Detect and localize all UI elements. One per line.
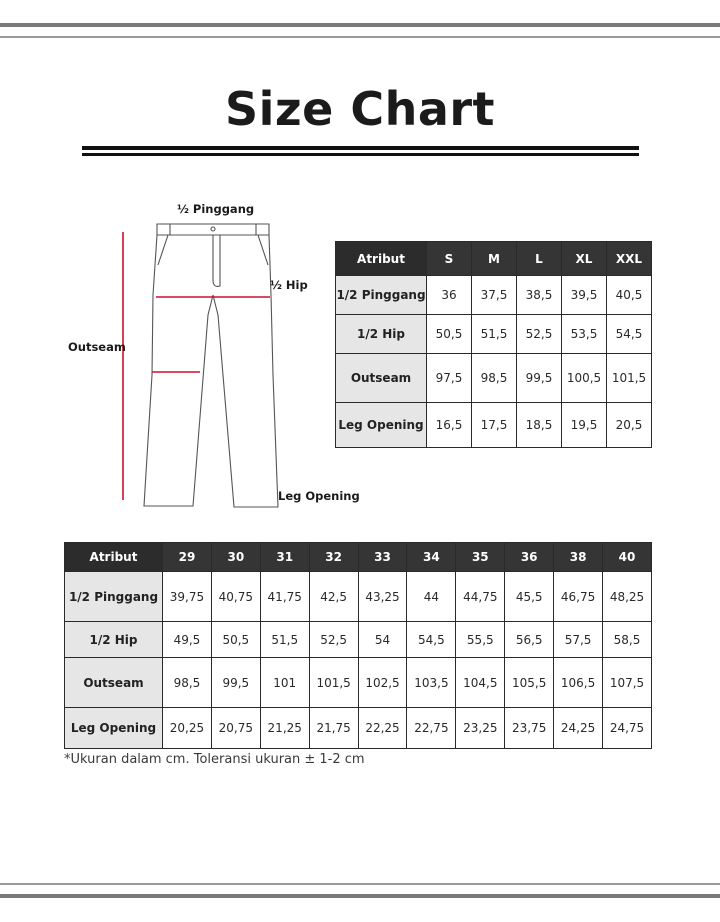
table-row [336, 315, 652, 354]
pants-outline [144, 235, 278, 507]
header-cell: M [472, 242, 517, 276]
pants-illustration [60, 195, 360, 525]
table-cell: 103,5 [407, 658, 456, 708]
table-cell: 41,75 [260, 572, 309, 622]
table-row [65, 572, 652, 622]
table-row [65, 708, 652, 749]
table-cell: 100,5 [562, 354, 607, 403]
table-cell: 44 [407, 572, 456, 622]
table-cell: 51,5 [472, 315, 517, 354]
row-label: Leg Opening [65, 708, 163, 749]
table-cell: 21,75 [309, 708, 358, 749]
header-cell: XXL [607, 242, 652, 276]
table-cell: 24,25 [554, 708, 603, 749]
table-cell: 52,5 [517, 315, 562, 354]
table-cell: 105,5 [505, 658, 554, 708]
size-footnote: *Ukuran dalam cm. Toleransi ukuran ± 1-2 cm [64, 752, 365, 767]
table-cell: 57,5 [554, 622, 603, 658]
header-cell: 34 [407, 543, 456, 572]
top-border-line [0, 23, 720, 27]
table-cell: 50,5 [427, 315, 472, 354]
table-cell: 18,5 [517, 403, 562, 448]
table-row [65, 622, 652, 658]
waist-label: ½ Pinggang [177, 202, 255, 216]
table-cell: 20,5 [607, 403, 652, 448]
pocket-left [158, 235, 168, 265]
table-cell: 48,25 [603, 572, 652, 622]
table-cell: 42,5 [309, 572, 358, 622]
header-cell: 40 [603, 543, 652, 572]
table-cell: 43,25 [358, 572, 407, 622]
table-cell: 49,5 [163, 622, 212, 658]
table-cell: 99,5 [211, 658, 260, 708]
table-cell: 52,5 [309, 622, 358, 658]
header-cell: Atribut [336, 242, 427, 276]
title-underline [82, 146, 639, 150]
table-cell: 107,5 [603, 658, 652, 708]
row-label: 1/2 Pinggang [65, 572, 163, 622]
table-cell: 36 [427, 276, 472, 315]
table-cell: 21,25 [260, 708, 309, 749]
row-label: Outseam [65, 658, 163, 708]
table-cell: 99,5 [517, 354, 562, 403]
table-cell: 22,75 [407, 708, 456, 749]
table-cell: 39,75 [163, 572, 212, 622]
row-label: 1/2 Pinggang [336, 276, 427, 315]
top-border-line-thin [0, 36, 720, 38]
table-cell: 106,5 [554, 658, 603, 708]
row-label: 1/2 Hip [336, 315, 427, 354]
header-cell: 38 [554, 543, 603, 572]
waistband-shape [157, 224, 269, 235]
table-cell: 102,5 [358, 658, 407, 708]
table-cell: 20,25 [163, 708, 212, 749]
table-cell: 104,5 [456, 658, 505, 708]
table-cell: 54,5 [407, 622, 456, 658]
header-cell: 30 [211, 543, 260, 572]
table-cell: 101 [260, 658, 309, 708]
row-label: Outseam [336, 354, 427, 403]
table-cell: 23,75 [505, 708, 554, 749]
table-cell: 44,75 [456, 572, 505, 622]
title-underline-second [82, 153, 639, 156]
table-cell: 54,5 [607, 315, 652, 354]
header-cell: 35 [456, 543, 505, 572]
table-cell: 58,5 [603, 622, 652, 658]
header-cell: L [517, 242, 562, 276]
table-cell: 45,5 [505, 572, 554, 622]
bottom-border-line [0, 894, 720, 898]
table-cell: 40,5 [607, 276, 652, 315]
page-title: Size Chart [224, 82, 496, 136]
bottom-border-line-thin [0, 883, 720, 885]
table-cell: 19,5 [562, 403, 607, 448]
table-cell: 56,5 [505, 622, 554, 658]
header-cell: S [427, 242, 472, 276]
table-cell: 97,5 [427, 354, 472, 403]
table-row [336, 403, 652, 448]
table-cell: 40,75 [211, 572, 260, 622]
size-table-letter [335, 241, 652, 448]
header-cell: Atribut [65, 543, 163, 572]
table-cell: 24,75 [603, 708, 652, 749]
header-cell: 31 [260, 543, 309, 572]
pants-diagram [60, 195, 360, 525]
table-header-row [336, 242, 652, 276]
table-cell: 23,25 [456, 708, 505, 749]
header-cell: 36 [505, 543, 554, 572]
table-cell: 101,5 [607, 354, 652, 403]
table-cell: 98,5 [472, 354, 517, 403]
table-cell: 50,5 [211, 622, 260, 658]
hip-label: ½ Hip [270, 278, 308, 292]
table-cell: 20,75 [211, 708, 260, 749]
table-cell: 54 [358, 622, 407, 658]
table-cell: 22,25 [358, 708, 407, 749]
table-cell: 37,5 [472, 276, 517, 315]
waist-button [211, 227, 215, 231]
table-header-row [65, 543, 652, 572]
header-cell: 29 [163, 543, 212, 572]
table-cell: 39,5 [562, 276, 607, 315]
table-cell: 53,5 [562, 315, 607, 354]
header-cell: 32 [309, 543, 358, 572]
table-cell: 55,5 [456, 622, 505, 658]
leg-opening-label: Leg Opening [278, 489, 360, 503]
table-row [336, 276, 652, 315]
outseam-label: Outseam [68, 340, 126, 354]
table-cell: 98,5 [163, 658, 212, 708]
size-table-number [64, 542, 652, 749]
row-label: Leg Opening [336, 403, 427, 448]
table-cell: 46,75 [554, 572, 603, 622]
fly-seam [213, 235, 220, 286]
header-cell: 33 [358, 543, 407, 572]
table-cell: 16,5 [427, 403, 472, 448]
table-row [65, 658, 652, 708]
table-cell: 101,5 [309, 658, 358, 708]
table-cell: 17,5 [472, 403, 517, 448]
header-cell: XL [562, 242, 607, 276]
pocket-right [258, 235, 268, 265]
table-row [336, 354, 652, 403]
table-cell: 51,5 [260, 622, 309, 658]
row-label: 1/2 Hip [65, 622, 163, 658]
table-cell: 38,5 [517, 276, 562, 315]
